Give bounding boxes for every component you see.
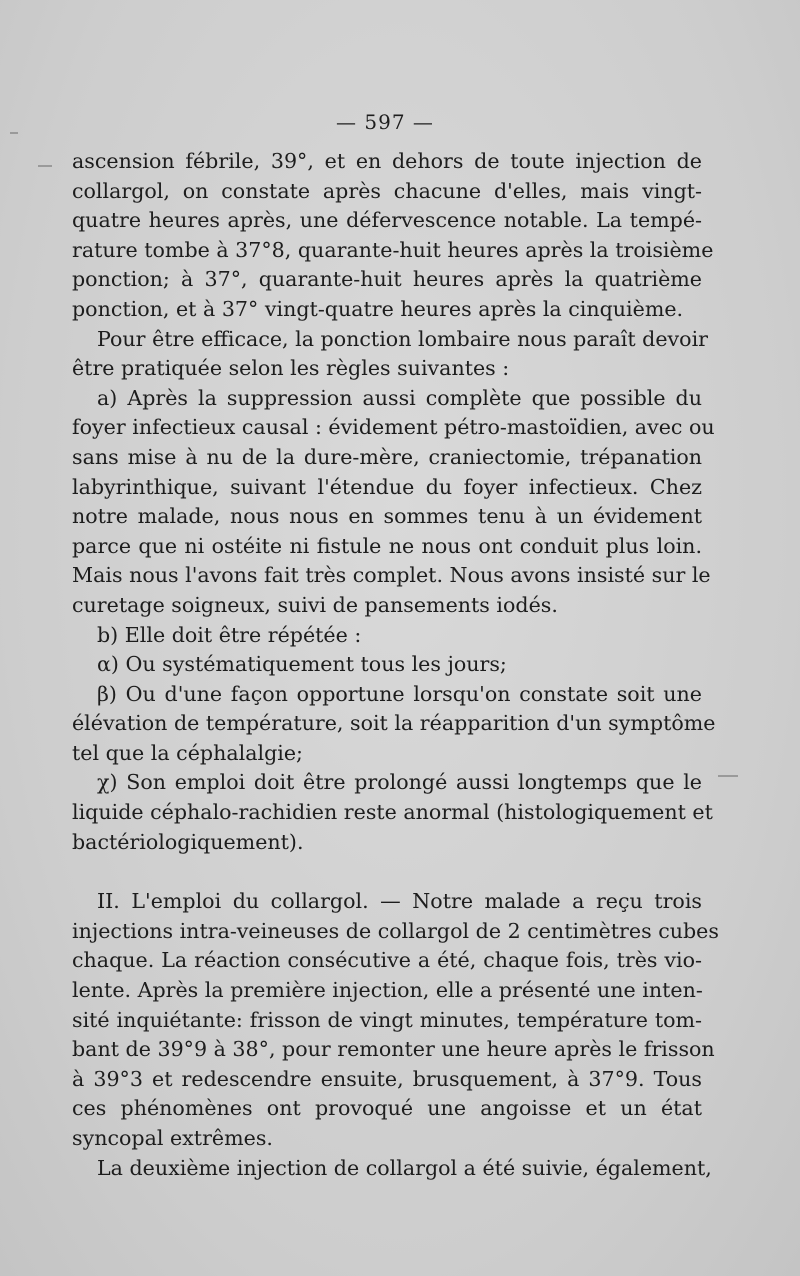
scan-blemish bbox=[10, 132, 18, 134]
text-line: b) Elle doit être répétée : bbox=[97, 622, 362, 647]
text-line: Mais nous l'avons fait très complet. Nous avons insisté sur le bbox=[72, 563, 711, 588]
text-line: quatre heures après, une défervescence notable. La tempé- bbox=[72, 208, 702, 233]
text-line: notre malade, nous nous en sommes tenu à un évidement bbox=[72, 504, 702, 529]
text-line: à 39°3 et redescendre ensuite, brusquement, à 37°9. Tous bbox=[72, 1066, 702, 1091]
text-line: syncopal extrêmes. bbox=[72, 1126, 273, 1150]
text-line: bant de 39°9 à 38°, pour remonter une heure après le frisson bbox=[72, 1037, 715, 1062]
text-line: tel que la céphalalgie; bbox=[72, 740, 303, 765]
text-line: ponction, et à 37° vingt-quatre heures après la cinquième. bbox=[72, 296, 684, 321]
text-line: injections intra-veineuses de collargol de 2 centimètres cubes bbox=[72, 918, 719, 943]
text-line: ascension fébrile, 39°, et en dehors de toute injection de bbox=[72, 149, 702, 173]
text-line: α) Ou systématiquement tous les jours; bbox=[97, 652, 507, 677]
text-line: liquide céphalo-rachidien reste anormal (histologiquement et bbox=[72, 800, 713, 825]
text-line: labyrinthique, suivant l'étendue du foyer infectieux. Chez bbox=[72, 474, 702, 499]
section-gap bbox=[72, 857, 702, 887]
text-line: χ) Son emploi doit être prolongé aussi longtemps que le bbox=[97, 770, 702, 795]
text-line: élévation de température, soit la réapparition d'un symptôme bbox=[72, 711, 716, 736]
text-line: sité inquiétante: frisson de vingt minutes, température tom- bbox=[72, 1007, 702, 1032]
text-line: β) Ou d'une façon opportune lorsqu'on constate soit une bbox=[97, 681, 702, 706]
text-line: collargol, on constate après chacune d'elles, mais vingt- bbox=[72, 178, 702, 203]
text-line: ponction; à 37°, quarante-huit heures après la quatrième bbox=[72, 267, 702, 292]
text-line: parce que ni ostéite ni fistule ne nous ont conduit plus loin. bbox=[72, 533, 702, 558]
page-number: — 597 — bbox=[336, 110, 434, 134]
text-line: bactériologiquement). bbox=[72, 829, 304, 854]
text-line: ces phénomènes ont provoqué une angoisse et un état bbox=[72, 1096, 702, 1121]
text-line: être pratiquée selon les règles suivantes : bbox=[72, 356, 510, 381]
body-text bbox=[72, 147, 719, 1183]
text-line: Pour être efficace, la ponction lombaire nous paraît devoir bbox=[97, 326, 709, 351]
text-line: La deuxième injection de collargol a été suivie, également, bbox=[97, 1155, 712, 1180]
text-line: sans mise à nu de la dure-mère, craniectomie, trépanation bbox=[72, 444, 702, 469]
text-line: chaque. La réaction consécutive a été, chaque fois, très vio- bbox=[72, 948, 702, 973]
text-line: lente. Après la première injection, elle a présenté une inten- bbox=[72, 978, 703, 1003]
scan-blemish bbox=[718, 775, 738, 777]
text-line: a) Après la suppression aussi complète que possible du bbox=[97, 385, 702, 410]
text-line: curetage soigneux, suivi de pansements iodés. bbox=[72, 592, 558, 617]
text-line: rature tombe à 37°8, quarante-huit heures après la troisième bbox=[72, 237, 714, 262]
scan-blemish bbox=[38, 165, 52, 167]
section-heading-line: II. L'emploi du collargol. — Notre malade a reçu trois bbox=[97, 889, 702, 914]
text-line: foyer infectieux causal : évidement pétro-mastoïdien, avec ou bbox=[72, 415, 715, 440]
